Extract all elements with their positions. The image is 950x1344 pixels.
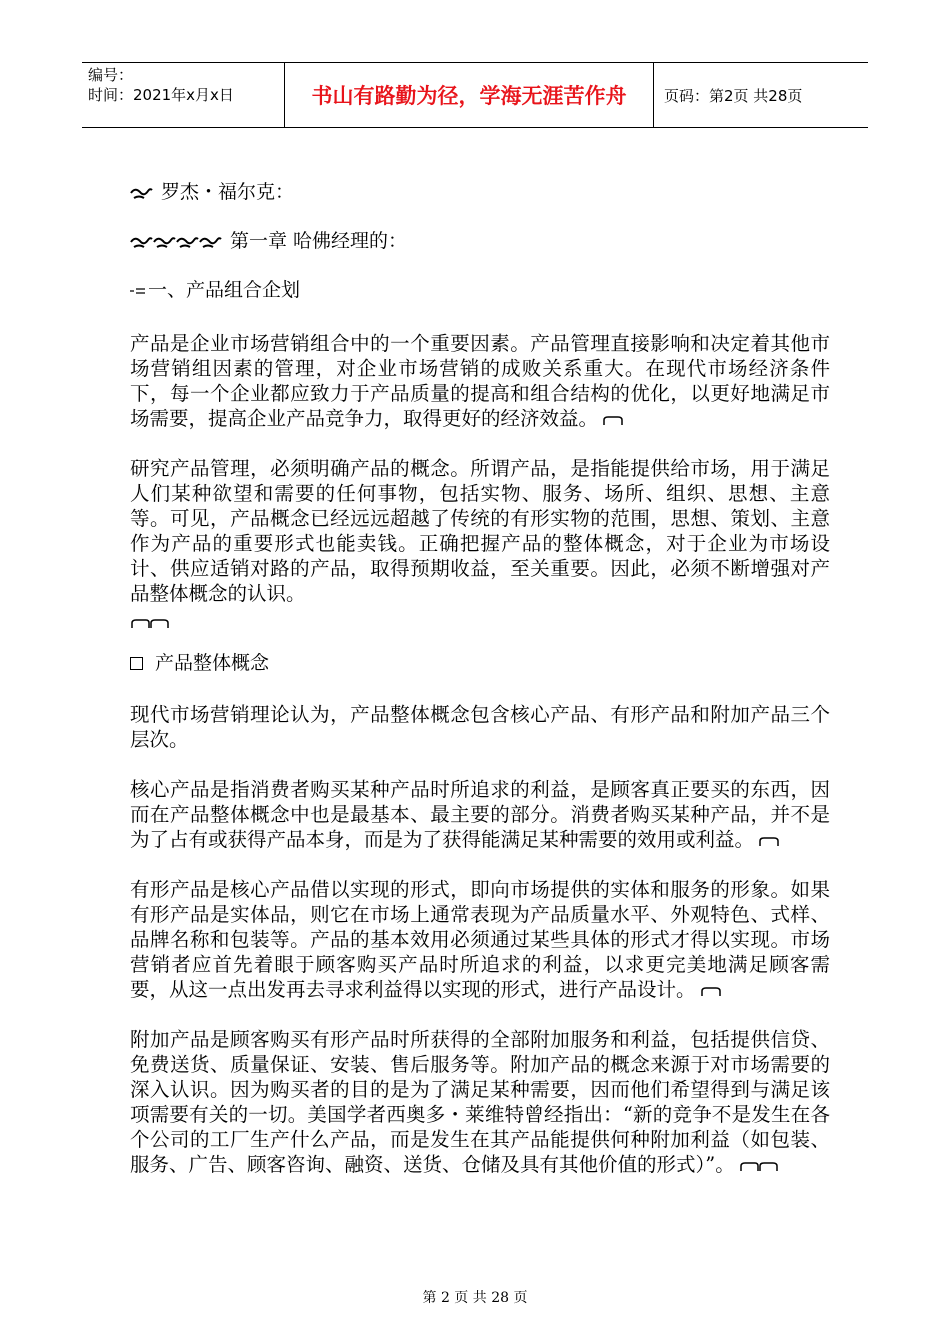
section-heading — [130, 278, 830, 303]
paragraph-mark-icon — [758, 835, 780, 847]
subsection-text: 产品整体概念 — [155, 652, 270, 674]
page-footer: 第 2 页 共 28 页 — [422, 1290, 528, 1306]
paragraph: 研究产品管理，必须明确产品的概念。所谓产品，是指能提供给市场，用于满足人们某种欲望和需要的任何事物，包括实物、服务、场所、组织、思想、主意等。可见，产品概念已经远远超越了传统的有形实物的范围，思想、策划、主意作为产品的重要形式也能卖钱。正确把握产品的整体概念，对于企业为市场设计、供应适销对路的产品，取得预期收益，至关重要。因此，必须不断增强对产品整体概念的认识。 — [130, 457, 830, 605]
time-label: 时间：2021年x月x日 — [88, 86, 234, 104]
paragraph-mark-icon — [602, 414, 624, 426]
paragraph: 附加产品是顾客购买有形产品时所获得的全部附加服务和利益，包括提供信贷、免费送货、质量保证、安装、售后服务等。附加产品的概念来源于对市场需要的深入认识。因为购买者的目的是为了满足某种需要，因而他们希望得到与满足该项需要有关的一切。美国学者西奥多・莱维特曾经指出：“新的竞争不是发生在各个公司的工厂生产什么产品，而是发生在其产品能提供何种附加利益（如包装、服务、广告、顾客咨询、融资、送货、仓储及具有其他价值的形式）”。 — [130, 1028, 830, 1176]
paragraph-mark-icon — [130, 617, 170, 629]
subsection-heading — [130, 651, 830, 676]
header-page-label: 页码：第2页 共28页 — [664, 86, 803, 105]
paragraph-mark-icon — [739, 1160, 779, 1172]
checkbox-square-icon — [130, 657, 143, 670]
author-heading — [130, 180, 830, 205]
chapter-heading — [130, 229, 830, 254]
paragraph: 核心产品是指消费者购买某种产品时所追求的利益，是顾客真正要买的东西，因而在产品整体概念中也是最基本、最主要的部分。消费者购买某种产品，并不是为了占有或获得产品本身，而是为了获得能满足某种需要的效用或利益。 — [130, 778, 830, 851]
number-label: 编号： — [88, 66, 134, 84]
page-header — [82, 62, 868, 128]
header-meta — [82, 63, 284, 127]
document-body — [130, 180, 830, 1202]
paragraph: 有形产品是核心产品借以实现的形式，即向市场提供的实体和服务的形象。如果有形产品是实体品，则它在市场上通常表现为产品质量水平、外观特色、式样、品牌名称和包装等。产品的基本效用必须通过某些具体的形式才得以实现。市场营销者应首先着眼于顾客购买产品时所追求的利益，以求更完美地满足顾客需要，从这一点出发再去寻求利益得以实现的形式，进行产品设计。 — [130, 878, 830, 1001]
section-text: 一、产品组合企划 — [148, 279, 301, 301]
header-motto: 书山有路勤为径，学海无涯苦作舟 — [284, 63, 654, 127]
author-text: 罗杰・福尔克： — [161, 181, 295, 203]
wingding-glyph-icon — [130, 186, 153, 200]
paragraph: 现代市场营销理论认为，产品整体概念包含核心产品、有形产品和附加产品三个层次。 — [130, 703, 830, 751]
chapter-text: 第一章 哈佛经理的： — [230, 230, 408, 252]
wingding-glyphs-icon — [130, 235, 222, 249]
section-mark-icon — [130, 286, 146, 296]
paragraph-mark-row — [130, 614, 830, 633]
paragraph-mark-icon — [700, 985, 722, 997]
paragraph: 产品是企业市场营销组合中的一个重要因素。产品管理直接影响和决定着其他市场营销组因素的管理，对企业市场营销的成败关系重大。在现代市场经济条件下，每一个企业都应致力于产品质量的提高和组合结构的优化，以更好地满足市场需要，提高企业产品竞争力，取得更好的经济效益。 — [130, 332, 830, 430]
